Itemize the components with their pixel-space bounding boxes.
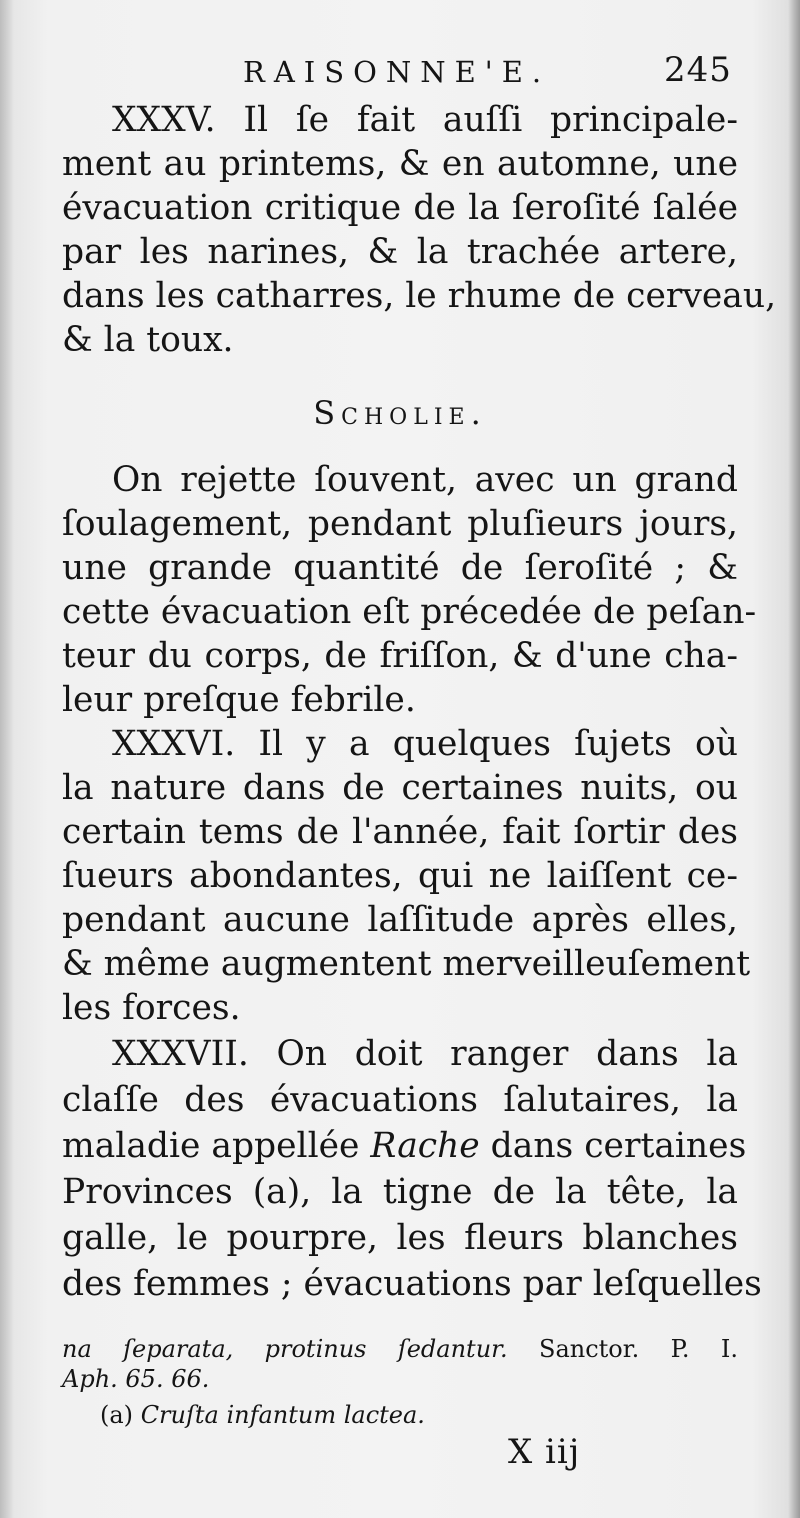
italic-term: Rache	[370, 1126, 480, 1166]
text-line: XXXV. Il ſe fait auſſi principale-	[112, 100, 738, 140]
text-line: & même augmentent merveilleuſement	[62, 944, 751, 984]
signature-mark: X iij	[508, 1432, 581, 1472]
text-line: la nature dans de certaines nuits, ou	[62, 768, 738, 808]
text-line: XXXVI. Il y a quelques ſujets où	[112, 724, 738, 764]
page-gutter-shadow	[0, 0, 14, 1518]
page-number: 245	[664, 50, 732, 90]
footnote-marker: (a)	[100, 1401, 134, 1429]
text-line	[62, 1124, 747, 1168]
text-line: par les narines, & la trachée artere,	[62, 232, 738, 272]
text-line: dans les catharres, le rhume de cerveau,	[62, 276, 777, 316]
section-heading: Scholie.	[313, 394, 487, 432]
footnote-a	[100, 1400, 700, 1430]
text-line: cette évacuation eſt précedée de peſan-	[62, 592, 757, 632]
text-line: galle, le pourpre, les fleurs blanches	[62, 1218, 738, 1258]
text-line: On rejette ſouvent, avec un grand	[112, 460, 738, 500]
page-edge-shadow	[788, 0, 800, 1518]
text-line: certain tems de l'année, fait ſortir des	[62, 812, 738, 852]
text-line: claſſe des évacuations ſalutaires, la	[62, 1080, 738, 1120]
text-line: ſueurs abondantes, qui ne laiſſent ce-	[62, 856, 738, 896]
text-line: teur du corps, de friſſon, & d'une cha-	[62, 636, 738, 676]
footnote-citation: Sanctor. P. I.	[539, 1335, 738, 1363]
text-line: ment au printems, & en automne, une	[62, 144, 738, 184]
running-head: RAISONNE'E.	[243, 55, 551, 89]
text-line: une grande quantité de ſeroſité ; &	[62, 548, 738, 588]
text-span: maladie appellée	[62, 1126, 371, 1166]
text-line: Provinces (a), la tigne de la tête, la	[62, 1172, 738, 1212]
text-line: les forces.	[62, 988, 241, 1028]
footnote-quote: na ſeparata, protinus ſedantur.	[62, 1335, 508, 1363]
footnote-line	[62, 1334, 738, 1364]
text-line: leur preſque febrile.	[62, 680, 416, 720]
text-line: évacuation critique de la ſeroſité ſalée	[62, 188, 738, 228]
text-line: & la toux.	[62, 320, 234, 360]
footnote-text: Cruſta infantum lactea.	[140, 1401, 425, 1429]
text-line: des femmes ; évacuations par leſquelles	[62, 1264, 762, 1304]
text-line: ſoulagement, pendant pluſieurs jours,	[62, 504, 738, 544]
text-line: XXXVII. On doit ranger dans la	[112, 1034, 738, 1074]
text-line: pendant aucune laſſitude après elles,	[62, 900, 738, 940]
text-span: dans certaines	[479, 1126, 747, 1166]
footnote-line: Aph. 65. 66.	[62, 1365, 210, 1393]
